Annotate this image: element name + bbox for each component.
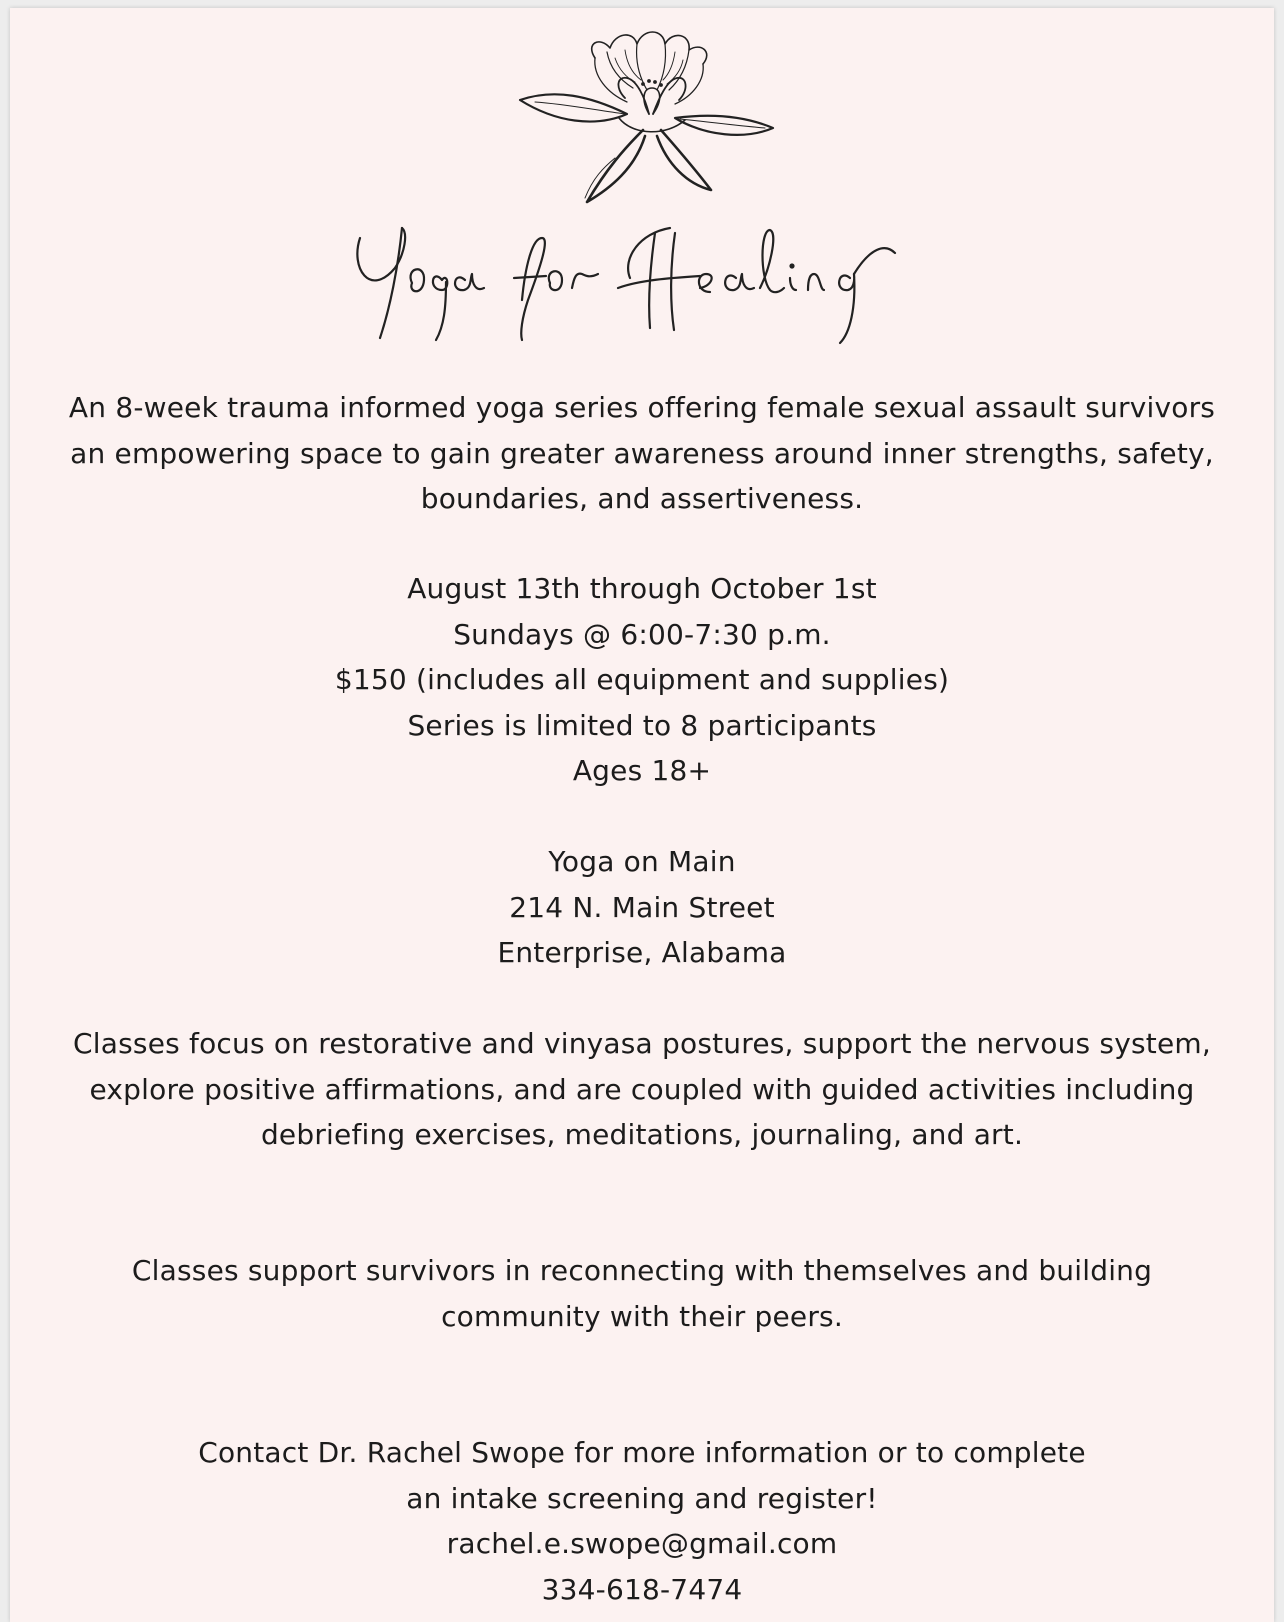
venue-street: 214 N. Main Street: [509, 890, 775, 924]
intro-line: An 8-week trauma informed yoga series offering female sexual assault survivors: [68, 391, 1216, 424]
contact-section: [10, 1430, 1274, 1612]
event-capacity: Series is limited to 8 participants: [407, 708, 877, 742]
contact-email: rachel.e.swope@gmail.com: [446, 1527, 838, 1560]
title-lettering: [350, 208, 950, 358]
classes-focus-line: explore positive affirmations, and are coupled with guided activities including: [89, 1072, 1195, 1106]
flyer-page: [10, 8, 1274, 1622]
contact-line: an intake screening and register!: [406, 1481, 878, 1515]
contact-phone: 334-618-7474: [541, 1572, 743, 1606]
classes-support-paragraph: [10, 1248, 1274, 1339]
event-schedule: Sundays @ 6:00-7:30 p.m.: [453, 617, 831, 651]
event-dates: August 13th through October 1st: [407, 572, 877, 605]
intro-paragraph: [10, 385, 1274, 522]
event-location: [10, 839, 1274, 976]
classes-support-line: Classes support survivors in reconnecting with themselves and building: [131, 1254, 1153, 1287]
event-details: [10, 566, 1274, 794]
lotus-flower-icon: [515, 18, 785, 218]
classes-focus-paragraph: [10, 1021, 1274, 1158]
classes-focus-line: Classes focus on restorative and vinyasa postures, support the nervous system,: [73, 1027, 1211, 1060]
venue-city: Enterprise, Alabama: [497, 936, 787, 969]
classes-focus-line: debriefing exercises, meditations, journaling, and art.: [260, 1118, 1024, 1151]
contact-line: Contact Dr. Rachel Swope for more information or to complete: [198, 1436, 1086, 1469]
event-price: $150 (includes all equipment and supplies): [334, 663, 950, 696]
classes-support-line: community with their peers.: [441, 1299, 843, 1333]
intro-line: boundaries, and assertiveness.: [420, 482, 864, 515]
event-ages: Ages 18+: [572, 754, 712, 787]
intro-line: an empowering space to gain greater awareness around inner strengths, safety,: [70, 436, 1214, 470]
venue-name: Yoga on Main: [548, 845, 736, 878]
